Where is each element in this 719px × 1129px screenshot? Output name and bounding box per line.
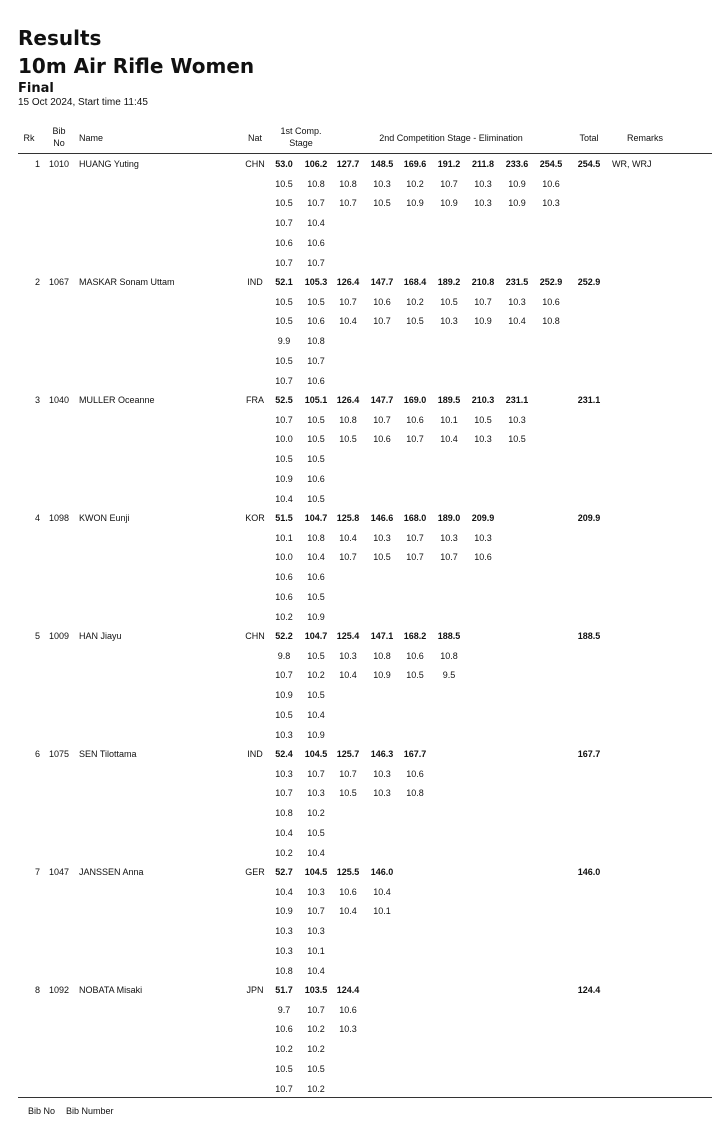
shot-score: 10.7 [339,296,357,307]
col-bib: Bib No [52,126,66,148]
cumulative-score: 51.7 [275,985,293,995]
cumulative-score: 125.5 [336,867,360,877]
shot-score: 10.3 [474,434,492,445]
rank: 2 [34,277,40,287]
shot-score: 10.7 [440,178,458,189]
shot-score: 10.5 [474,414,492,425]
athlete-name: KWON Eunji [79,513,130,523]
shot-score: 10.8 [440,650,458,661]
cumulative-score: 168.2 [403,631,427,641]
cumulative-score: 146.6 [370,513,394,523]
cumulative-score: 127.7 [336,159,360,169]
shot-score: 10.6 [406,650,424,661]
shot-score: 10.5 [307,434,325,445]
shot-score: 10.3 [307,886,325,897]
shot-score: 10.6 [275,237,293,248]
cumulative-score: 231.1 [505,395,529,405]
date-line: 15 Oct 2024, Start time 11:45 [18,97,148,108]
shot-score: 10.5 [307,591,325,602]
cumulative-score: 167.7 [403,749,427,759]
shot-score: 10.9 [307,729,325,740]
shot-score: 10.8 [373,650,391,661]
shot-score: 10.9 [275,473,293,484]
cumulative-score: 147.7 [370,277,394,287]
rank: 3 [34,395,40,405]
cumulative-score: 104.5 [304,867,328,877]
shot-score: 10.7 [275,1083,293,1094]
nation: GER [245,867,265,877]
cumulative-score: 210.8 [471,277,495,287]
shot-score: 10.1 [373,906,391,917]
shot-score: 10.2 [275,847,293,858]
shot-score: 10.4 [339,906,357,917]
rank: 4 [34,513,40,523]
shot-score: 10.3 [440,316,458,327]
athlete-name: JANSSEN Anna [79,867,144,877]
bib-number: 1047 [48,867,70,877]
bib-number: 1010 [48,159,70,169]
phase-title: Final [18,81,54,96]
shot-score: 10.0 [275,434,293,445]
cumulative-score: 126.4 [336,395,360,405]
shot-score: 10.3 [373,178,391,189]
athlete-name: NOBATA Misaki [79,985,143,995]
shot-score: 10.4 [440,434,458,445]
shot-score: 10.5 [275,454,293,465]
col-stage1: 1st Comp. Stage [280,126,322,148]
shot-score: 9.9 [277,336,291,347]
bib-number: 1098 [48,513,70,523]
cumulative-score: 105.3 [304,277,328,287]
shot-score: 10.2 [406,178,424,189]
rank: 7 [34,867,40,877]
shot-score: 10.7 [275,375,293,386]
shot-score: 10.8 [339,178,357,189]
shot-score: 10.3 [474,178,492,189]
total-score: 124.4 [577,985,601,995]
shot-score: 10.1 [440,414,458,425]
shot-score: 10.5 [508,434,526,445]
nation: IND [247,749,263,759]
col-rk: Rk [23,133,35,143]
shot-score: 10.7 [307,198,325,209]
shot-score: 10.2 [307,670,325,681]
shot-score: 10.6 [275,591,293,602]
athlete-name: HAN Jiayu [79,631,122,641]
cumulative-score: 254.5 [539,159,563,169]
total-score: 188.5 [577,631,601,641]
rank: 6 [34,749,40,759]
shot-score: 10.5 [339,434,357,445]
shot-score: 10.7 [373,414,391,425]
bib-number: 1040 [48,395,70,405]
cumulative-score: 52.5 [275,395,293,405]
total-score: 254.5 [577,159,601,169]
shot-score: 10.3 [339,650,357,661]
cumulative-score: 189.0 [437,513,461,523]
shot-score: 10.6 [373,434,391,445]
shot-score: 10.6 [307,473,325,484]
cumulative-score: 124.4 [336,985,360,995]
shot-score: 10.5 [307,493,325,504]
cumulative-score: 103.5 [304,985,328,995]
shot-score: 10.4 [307,847,325,858]
bib-number: 1075 [48,749,70,759]
cumulative-score: 51.5 [275,513,293,523]
shot-score: 10.4 [275,886,293,897]
shot-score: 10.7 [307,906,325,917]
cumulative-score: 146.0 [370,867,394,877]
nation: CHN [245,631,265,641]
cumulative-score: 125.7 [336,749,360,759]
shot-score: 10.8 [307,532,325,543]
shot-score: 10.7 [307,355,325,366]
cumulative-score: 231.5 [505,277,529,287]
shot-score: 10.6 [406,768,424,779]
shot-score: 10.0 [275,552,293,563]
shot-score: 10.6 [474,552,492,563]
cumulative-score: 105.1 [304,395,328,405]
shot-score: 10.4 [508,316,526,327]
shot-score: 10.8 [307,336,325,347]
cumulative-score: 147.1 [370,631,394,641]
cumulative-score: 233.6 [505,159,529,169]
event-title: 10m Air Rifle Women [18,54,255,78]
shot-score: 10.7 [440,552,458,563]
shot-score: 10.3 [474,198,492,209]
shot-score: 10.3 [275,729,293,740]
shot-score: 10.3 [275,768,293,779]
shot-score: 10.7 [275,218,293,229]
shot-score: 10.3 [440,532,458,543]
bib-number: 1009 [48,631,70,641]
shot-score: 10.4 [339,316,357,327]
shot-score: 10.2 [307,808,325,819]
shot-score: 10.6 [373,296,391,307]
shot-score: 10.9 [406,198,424,209]
shot-score: 10.5 [307,690,325,701]
shot-score: 10.8 [542,316,560,327]
cumulative-score: 125.4 [336,631,360,641]
shot-score: 10.7 [406,434,424,445]
shot-score: 10.6 [275,1024,293,1035]
shot-score: 10.2 [307,1083,325,1094]
cumulative-score: 211.8 [471,159,495,169]
shot-score: 10.5 [307,827,325,838]
shot-score: 10.7 [339,198,357,209]
athlete-name: MASKAR Sonam Uttam [79,277,175,287]
shot-score: 10.3 [307,788,325,799]
shot-score: 10.3 [542,198,560,209]
athlete-name: MULLER Oceanne [79,395,155,405]
cumulative-score: 169.0 [403,395,427,405]
shot-score: 10.5 [339,788,357,799]
rank: 1 [34,159,40,169]
cumulative-score: 189.2 [437,277,461,287]
bib-number: 1092 [48,985,70,995]
shot-score: 10.9 [373,670,391,681]
shot-score: 10.7 [275,414,293,425]
shot-score: 10.4 [339,670,357,681]
cumulative-score: 104.7 [304,513,328,523]
cumulative-score: 52.1 [275,277,293,287]
shot-score: 10.5 [275,709,293,720]
shot-score: 10.3 [373,788,391,799]
legend-abbr: Bib No [28,1106,56,1116]
shot-score: 10.7 [307,768,325,779]
col-stage2: 2nd Competition Stage - Elimination [379,133,523,143]
shot-score: 10.2 [406,296,424,307]
shot-score: 10.3 [275,926,293,937]
shot-score: 10.4 [307,965,325,976]
total-score: 146.0 [577,867,601,877]
shot-score: 10.1 [307,945,325,956]
shot-score: 10.4 [275,493,293,504]
shot-score: 10.8 [307,178,325,189]
shot-score: 10.5 [307,296,325,307]
shot-score: 10.4 [339,532,357,543]
nation: CHN [245,159,265,169]
shot-score: 10.7 [406,552,424,563]
shot-score: 10.4 [307,709,325,720]
shot-score: 10.5 [307,1063,325,1074]
shot-score: 10.1 [275,532,293,543]
cumulative-score: 52.4 [275,749,293,759]
cumulative-score: 209.9 [471,513,495,523]
col-name: Name [79,133,104,143]
cumulative-score: 191.2 [437,159,461,169]
shot-score: 10.5 [307,454,325,465]
shot-score: 10.7 [406,532,424,543]
cumulative-score: 106.2 [304,159,328,169]
shot-score: 10.6 [307,316,325,327]
cumulative-score: 168.4 [403,277,427,287]
shot-score: 10.5 [275,1063,293,1074]
cumulative-score: 188.5 [437,631,461,641]
cumulative-score: 147.7 [370,395,394,405]
shot-score: 10.3 [474,532,492,543]
shot-score: 10.5 [406,316,424,327]
shot-score: 10.5 [275,198,293,209]
shot-score: 10.7 [275,257,293,268]
remarks: WR, WRJ [612,159,652,169]
cumulative-score: 146.3 [370,749,394,759]
shot-score: 10.6 [307,237,325,248]
nation: KOR [245,513,265,523]
shot-score: 10.2 [307,1024,325,1035]
shot-score: 10.8 [275,808,293,819]
col-total: Total [579,133,599,143]
shot-score: 10.5 [373,552,391,563]
shot-score: 10.6 [542,296,560,307]
header-rule [18,153,712,154]
shot-score: 10.4 [307,552,325,563]
rank: 8 [34,985,40,995]
cumulative-score: 104.7 [304,631,328,641]
shot-score: 10.6 [307,572,325,583]
cumulative-score: 52.7 [275,867,293,877]
shot-score: 10.3 [339,1024,357,1035]
shot-score: 10.5 [275,296,293,307]
legend-meaning: Bib Number [66,1106,114,1116]
shot-score: 10.2 [307,1044,325,1055]
shot-score: 10.7 [474,296,492,307]
cumulative-score: 52.2 [275,631,293,641]
shot-score: 10.2 [275,1044,293,1055]
total-score: 252.9 [577,277,601,287]
nation: FRA [246,395,264,405]
shot-score: 9.7 [277,1004,291,1015]
shot-score: 10.7 [275,670,293,681]
shot-score: 10.5 [275,178,293,189]
shot-score: 10.8 [275,965,293,976]
shot-score: 10.3 [275,945,293,956]
shot-score: 10.3 [373,768,391,779]
cumulative-score: 252.9 [539,277,563,287]
shot-score: 10.3 [373,532,391,543]
shot-score: 10.5 [307,650,325,661]
cumulative-score: 53.0 [275,159,293,169]
shot-score: 10.9 [474,316,492,327]
footer-rule [18,1097,712,1098]
shot-score: 10.7 [307,257,325,268]
shot-score: 10.3 [508,414,526,425]
shot-score: 10.4 [275,827,293,838]
shot-score: 9.5 [442,670,456,681]
cumulative-score: 189.5 [437,395,461,405]
shot-score: 10.3 [508,296,526,307]
shot-score: 10.2 [275,611,293,622]
shot-score: 10.9 [440,198,458,209]
athlete-name: SEN Tilottama [79,749,137,759]
cumulative-score: 148.5 [370,159,394,169]
shot-score: 10.5 [275,355,293,366]
shot-score: 10.4 [373,886,391,897]
shot-score: 10.6 [339,886,357,897]
shot-score: 10.5 [406,670,424,681]
col-remarks: Remarks [626,133,663,143]
cumulative-score: 126.4 [336,277,360,287]
cumulative-score: 169.6 [403,159,427,169]
shot-score: 10.4 [307,218,325,229]
shot-score: 10.7 [373,316,391,327]
athlete-name: HUANG Yuting [79,159,139,169]
shot-score: 10.7 [339,552,357,563]
shot-score: 10.6 [406,414,424,425]
cumulative-score: 125.8 [336,513,360,523]
shot-score: 10.6 [307,375,325,386]
cumulative-score: 210.3 [471,395,495,405]
shot-score: 10.6 [542,178,560,189]
cumulative-score: 104.5 [304,749,328,759]
total-score: 231.1 [577,395,601,405]
shot-score: 10.9 [307,611,325,622]
shot-score: 10.9 [275,690,293,701]
shot-score: 10.5 [275,316,293,327]
shot-score: 10.9 [275,906,293,917]
shot-score: 10.8 [339,414,357,425]
shot-score: 10.5 [307,414,325,425]
shot-score: 10.3 [307,926,325,937]
shot-score: 10.7 [275,788,293,799]
total-score: 167.7 [577,749,601,759]
shot-score: 10.5 [440,296,458,307]
shot-score: 10.9 [508,178,526,189]
shot-score: 10.6 [275,572,293,583]
nation: IND [247,277,263,287]
cumulative-score: 168.0 [403,513,427,523]
shot-score: 10.7 [307,1004,325,1015]
col-nat: Nat [247,133,262,143]
rank: 5 [34,631,40,641]
total-score: 209.9 [577,513,601,523]
shot-score: 9.8 [277,650,291,661]
shot-score: 10.8 [406,788,424,799]
shot-score: 10.5 [373,198,391,209]
shot-score: 10.7 [339,768,357,779]
bib-number: 1067 [48,277,70,287]
nation: JPN [246,985,264,995]
page-title: Results [18,26,102,50]
shot-score: 10.6 [339,1004,357,1015]
shot-score: 10.9 [508,198,526,209]
